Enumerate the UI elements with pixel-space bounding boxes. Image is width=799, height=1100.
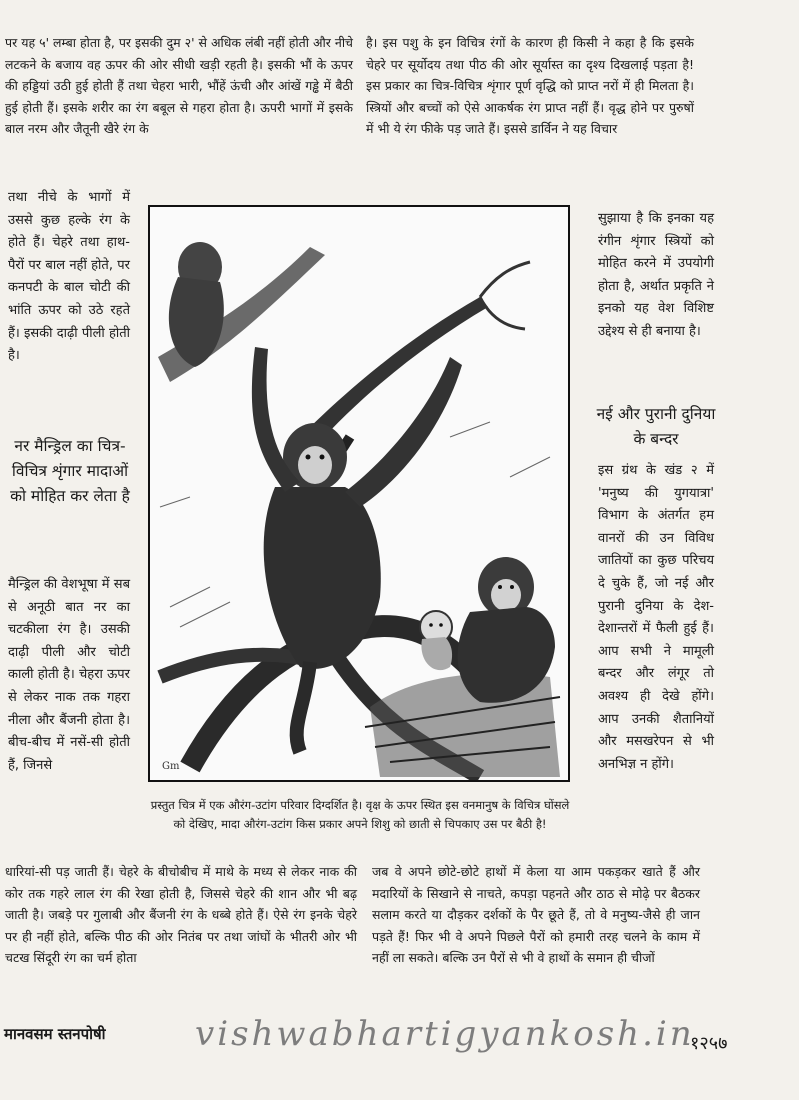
orangutan-illustration (148, 205, 570, 782)
top-right-paragraph: है। इस पशु के इन विचित्र रंगों के कारण ही किसी ने कहा है कि इसके चेहरे पर सूर्योदय तथा पीठ की ओर सूर्यास्त का दृश्य दिखलाई पड़ता है! इस प्रकार का चित्र-विचित्र शृंगार पूर्ण वृद्धि को प्राप्त नरों में ही मिलता है। स्त्रियों और बच्चों को ऐसे आकर्षक रंग प्राप्त नहीं हैं। वृद्ध होने पर पुरुषों में भी ये रंग फीके पड़ जाते हैं। इससे डार्विन ने यह विचार (366, 35, 694, 136)
bottom-right-paragraph: जब वे अपने छोटे-छोटे हाथों में केला या आम पकड़कर खाते हैं और मदारियों के सिखाने से नाचते, कपड़ा पहनते और ठाठ से मोढ़े पर बैठकर सलाम करते या दौड़कर दर्शकों के पैर छूते हैं, तो वे मनुष्य-जैसे ही जान पड़ते हैं! फिर भी वे अपने पिछले पैरों को हमारी तरह चलने के काम में नहीं ला सकते। बल्कि उन पैरों से भी वे हाथों के समान ही चीजों (372, 864, 700, 965)
website-watermark: vishwabhartigyankosh.in (195, 1014, 695, 1054)
right-section-heading: नई और पुरानी दुनिया के बन्दर (596, 405, 716, 448)
left-column-paragraph-2: मैन्ड्रिल की वेशभूषा में सब से अनूठी बात नर का चटकीला रंग है। उसकी दाढ़ी पीली और चोटी काली होती है। चेहरा ऊपर से लेकर नाक तक गहरा नीला और बैंजनी होता है। बीच-बीच में नसें-सी होती हैं, जिनसे (8, 577, 130, 773)
top-left-paragraph: पर यह ५' लम्बा होता है, पर इसकी दुम २' से अधिक लंबी नहीं होती और नीचे लटकने के बजाय वह ऊपर की ओर सीधी खड़ी रहती है। इसकी भौं के ऊपर की हड्डियां उठी हुई होती हैं तथा चेहरा भारी, भौंहें ऊंची और आंखें गड्ढे में बैठी हुई होती हैं। इसके शरीर का रंग बबूल से गहरा होता है। ऊपरी भागों में इसके बाल नरम और जैतूनी खैरे रंग के (5, 35, 353, 136)
running-footer-title: मानवसम स्तनपोषी (4, 1025, 106, 1043)
left-column-paragraph: तथा नीचे के भागों में उससे कुछ हल्के रंग के होते हैं। चेहरे तथा हाथ-पैरों पर बाल नहीं होते, पर कनपटी के बाल चोटी की भांति ऊपर को उठे रहते हैं। इसकी दाढ़ी पीली होती है। (8, 190, 130, 364)
right-column-paragraph: सुझाया है कि इनका यह रंगीन शृंगार स्त्रियों को मोहित करने में उपयोगी होता है, अर्थात प्रकृति ने इनको यह वेश विशिष्ट उद्देश्य से ही बनाया है। (598, 211, 714, 339)
bottom-left-paragraph: धारियां-सी पड़ जाती हैं। चेहरे के बीचोबीच में माथे के मध्य से लेकर नाक की कोर तक गहरे लाल रंग की रेखा होती है, जिससे चेहरे की शान और भी बढ़ जाती है। जबड़े पर गुलाबी और बैंजनी रंग के धब्बे होते हैं। ऐसे रंग इनके चेहरे पर ही नहीं होते, बल्कि पीठ की ओर नितंब पर तथा जांघों के भीतरी ओर भी चटख सिंदूरी रंग का चर्म होता (5, 864, 357, 965)
left-section-heading: नर मैन्ड्रिल का चित्र-विचित्र शृंगार मादाओं को मोहित कर लेता है (10, 437, 130, 505)
right-column-paragraph-2: इस ग्रंथ के खंड २ में 'मनुष्य की युगयात्रा' विभाग के अंतर्गत हम वानरों की उन विविध जातियों का कुछ परिचय दे चुके हैं, जो नई और पुरानी दुनिया के देश-देशान्तरों में फैली हुई हैं। आप सभी ने मामूली बन्दर और लंगूर तो अवश्य ही देखे होंगे। आप उनकी शैतानियों और मसखरेपन से भी अनभिज्ञ न होंगे। (598, 463, 714, 772)
illustration-signature: Gm (162, 761, 180, 772)
page-number: १२५७ (690, 1033, 728, 1054)
orangutan-drawing (150, 207, 568, 780)
figure-caption: प्रस्तुत चित्र में एक औरंग-उटांग परिवार दिग्दर्शित है। वृक्ष के ऊपर स्थित इस वनमानुष के विचित्र घोंसले को देखिए, मादा औरंग-उटांग किस प्रकार अपने शिशु को छाती से चिपकाए उस पर बैठी है! (150, 798, 570, 831)
